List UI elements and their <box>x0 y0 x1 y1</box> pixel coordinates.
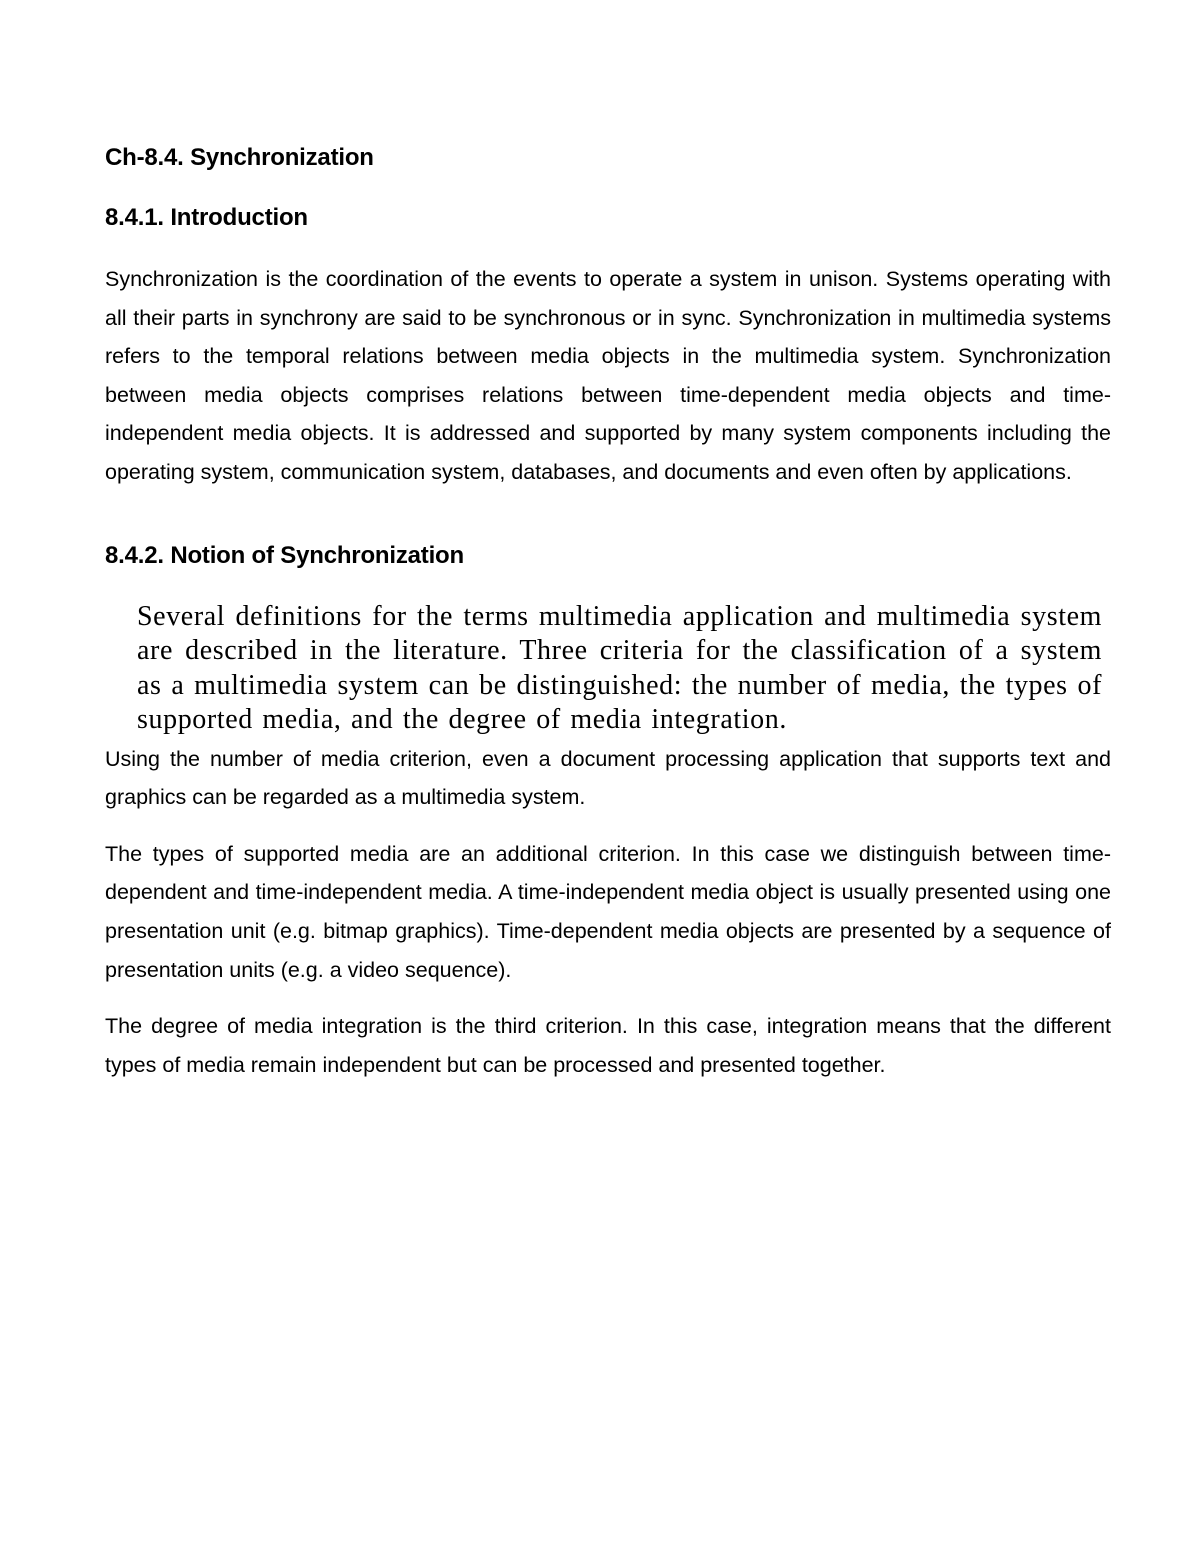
section-heading-introduction: 8.4.1. Introduction <box>105 204 308 231</box>
introduction-paragraph: Synchronization is the coordination of the events to operate a system in unison. Systems operating with all their parts in synchrony are said to be synchronous or in sync. Synchronization in multimedia systems refers to the temporal relations between media objects in the multimedia system. Synchronization between media objects comprises relations between time-dependent media objects and time-independent media objects. It is addressed and supported by many system components including the operating system, communication system, databases, and documents and even often by applications. <box>105 267 1111 484</box>
scanned-excerpt: Several definitions for the terms multimedia application and multimedia system are described in the literature. Three criteria for the classification of a system as a multimedia system can be distinguished: the number of media, the types of supported media, and the degree of media integration. <box>137 600 1102 736</box>
paragraph-media-integration: The degree of media integration is the third criterion. In this case, integration means that the different types of media remain independent but can be processed and presented together. <box>105 1014 1111 1077</box>
chapter-title: Ch-8.4. Synchronization <box>105 144 374 171</box>
document-content <box>105 140 1111 1084</box>
paragraph-media-count: Using the number of media criterion, even a document processing application that supports text and graphics can be regarded as a multimedia system. <box>105 746 1111 810</box>
section-heading-notion: 8.4.2. Notion of Synchronization <box>105 541 464 569</box>
paragraph-supported-media-types: The types of supported media are an additional criterion. In this case we distinguish between time-dependent and time-independent media. A time-independent media object is usually presented using one presentation unit (e.g. bitmap graphics). Time-dependent media objects are presented by a sequence of presentation units (e.g. a video sequence). <box>105 841 1111 982</box>
